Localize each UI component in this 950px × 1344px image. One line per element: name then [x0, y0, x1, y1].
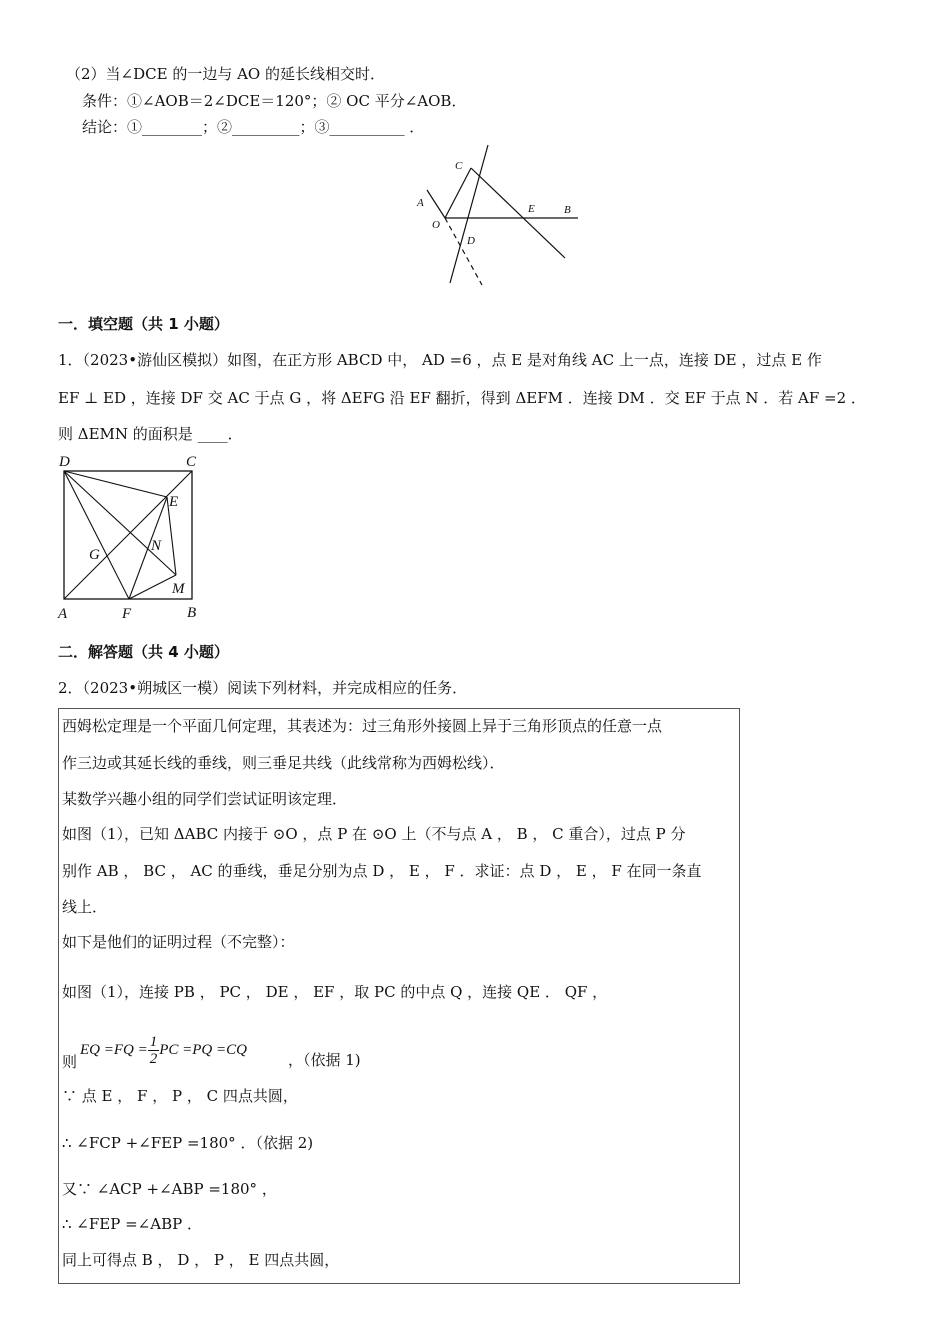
q1-line2: EF ⊥ ED ，连接 DF 交 AC 于点 G ，将 ΔEFG 沿 EF 翻折，得到 ΔEFM ．连接 DM ．交 EF 于点 N ．若 AF =2 ．	[58, 389, 866, 407]
label-A: A	[58, 606, 68, 622]
box-line-11: ∴ ∠FCP +∠FEP =180° ．（依据 2)	[62, 1134, 314, 1152]
label-E: E	[169, 494, 179, 510]
segment-DM	[64, 471, 179, 575]
square-figure	[55, 450, 205, 625]
label-C: C	[186, 454, 197, 470]
label-N: N	[151, 538, 162, 554]
label-G: G	[89, 547, 100, 563]
part2-conclusion: 结论：①________；②_________；③__________ ．	[82, 118, 425, 136]
q1-line3: 则 ΔEMN 的面积是 ____．	[58, 425, 243, 443]
section2-title: 二．解答题（共 4 小题）	[58, 643, 229, 661]
fraction-numerator: 1	[149, 1034, 158, 1050]
box-line-4: 如图（1），已知 ΔABC 内接于 ⊙O ，点 P 在 ⊙O 上（不与点 A ， B ， C 重合），过点 P 分	[62, 825, 686, 843]
formula-right: PC =PQ =CQ	[159, 1041, 247, 1058]
diagonal-AC	[64, 471, 192, 599]
fraction-denominator: 2	[149, 1051, 158, 1067]
ray-OA	[427, 190, 445, 218]
label-D: D	[467, 235, 475, 247]
side-CE	[471, 168, 565, 258]
box-line-5: 别作 AB ， BC ， AC 的垂线，垂足分别为点 D ， E ， F ．求证：点 D ， E ， F 在同一条直	[62, 862, 702, 880]
box-line-6: 线上．	[62, 898, 108, 916]
box-line-13: ∴ ∠FEP =∠ABP ．	[62, 1215, 202, 1233]
box-line-10: ∵ 点 E ， F ， P ， C 四点共圆，	[62, 1087, 298, 1105]
label-E: E	[528, 203, 535, 215]
box-line-7: 如下是他们的证明过程（不完整）：	[62, 933, 295, 951]
box-line-12: 又∵ ∠ACP +∠ABP =180° ，	[62, 1180, 277, 1198]
box-line-3: 某数学兴趣小组的同学们尝试证明该定理．	[62, 790, 348, 808]
label-C: C	[455, 160, 463, 172]
label-F: F	[122, 606, 132, 622]
label-O: O	[432, 219, 440, 231]
extension-AO	[445, 218, 482, 285]
label-B: B	[187, 605, 197, 621]
part2-condition: 条件：①∠AOB＝2∠DCE＝120°；② OC 平分∠AOB．	[82, 92, 467, 110]
part2-heading: （2）当∠DCE 的一边与 AO 的延长线相交时．	[66, 65, 386, 83]
formula-left: EQ =FQ =	[80, 1041, 148, 1058]
segment-DF	[64, 471, 129, 599]
segment-DE	[64, 471, 167, 497]
box-line-9-then: 则	[62, 1053, 78, 1071]
q2-intro: 2．（2023•朔城区一模）阅读下列材料，并完成相应的任务．	[58, 679, 468, 697]
label-B: B	[564, 204, 571, 216]
label-D: D	[59, 454, 70, 470]
box-line-8: 如图（1），连接 PB ， PC ， DE ， EF ，取 PC 的中点 Q ，连接 QE ． QF ，	[62, 983, 608, 1001]
label-A: A	[417, 197, 424, 209]
label-M: M	[172, 581, 185, 597]
segment-EF	[129, 497, 167, 599]
box-line-2: 作三边或其延长线的垂线，则三垂足共线（此线常称为西姆松线）．	[62, 754, 505, 772]
fraction-half	[148, 1034, 160, 1067]
box-line-1: 西姆松定理是一个平面几何定理，其表述为：过三角形外接圆上异于三角形顶点的任意一点	[62, 717, 663, 735]
box-line-9-note: ，（依据 1)	[288, 1051, 361, 1069]
box-line-14: 同上可得点 B ， D ， P ， E 四点共圆，	[62, 1251, 340, 1269]
segment-OC	[445, 168, 471, 218]
section1-title: 一．填空题（共 1 小题）	[58, 315, 229, 333]
box-line-9-formula	[80, 1034, 247, 1067]
q1-line1: 1．（2023•游仙区模拟）如图，在正方形 ABCD 中， AD =6 ，点 E 是对角线 AC 上一点，连接 DE ，过点 E 作	[58, 351, 822, 369]
angle-figure	[405, 140, 590, 290]
